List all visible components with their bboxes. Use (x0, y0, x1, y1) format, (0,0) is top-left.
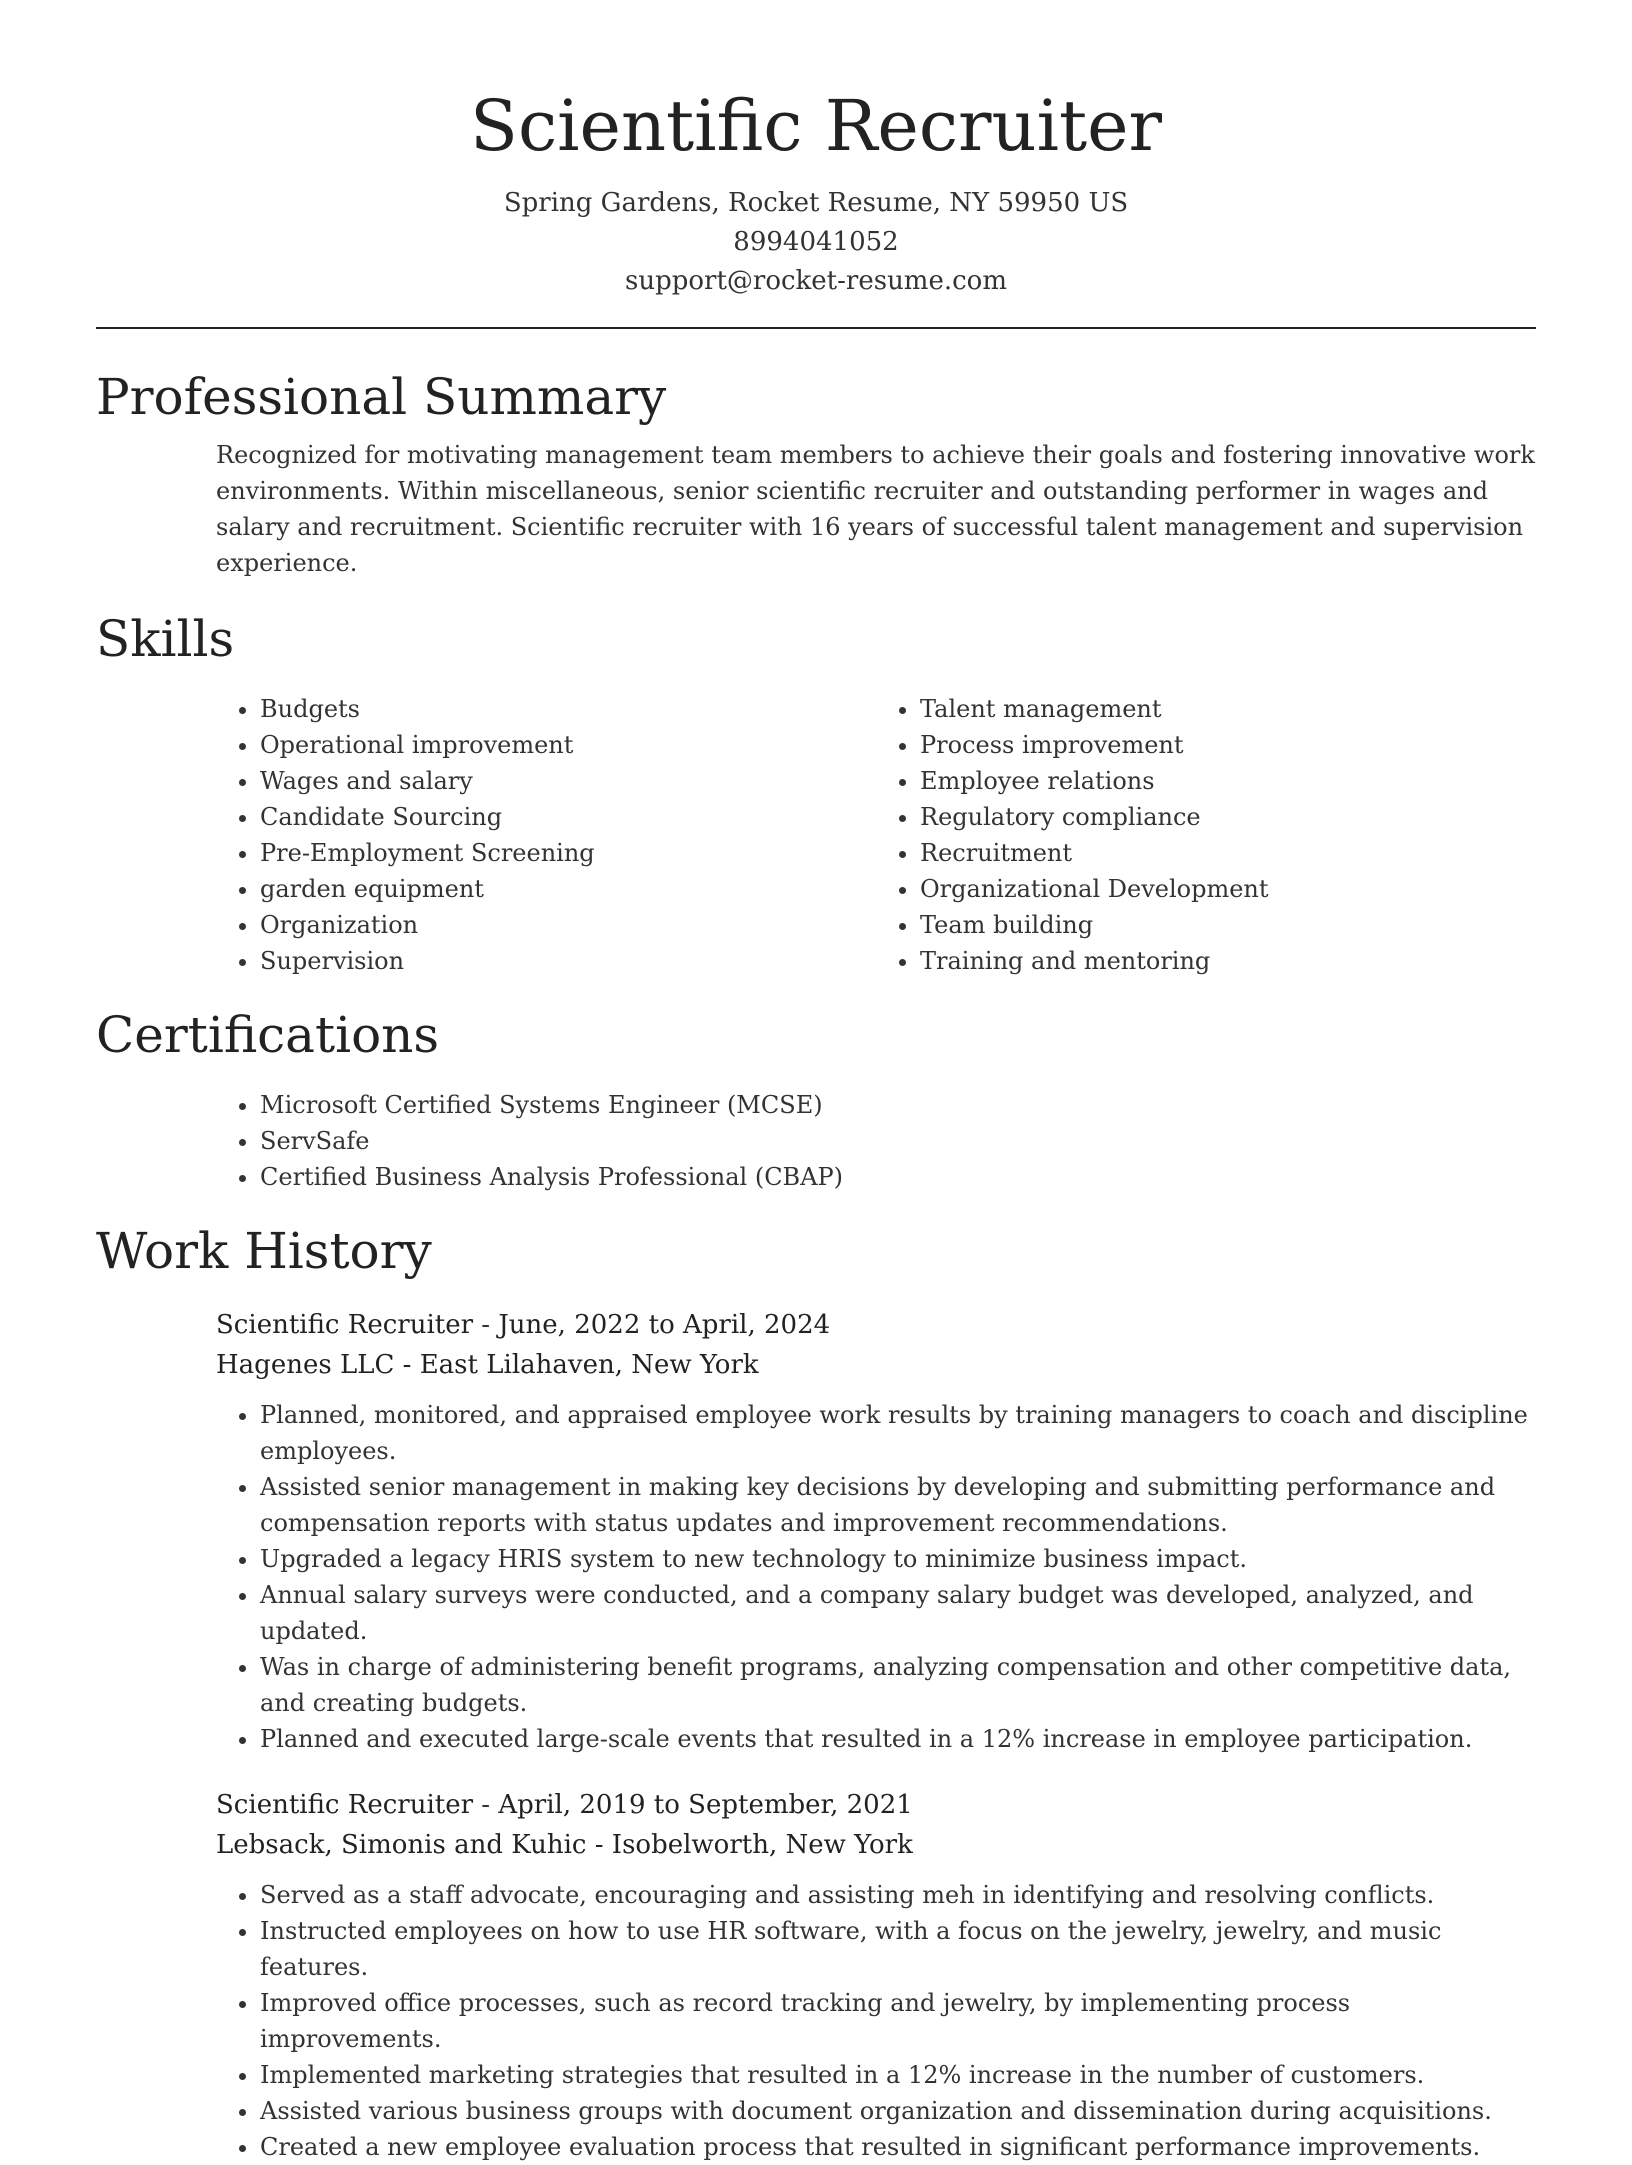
job-bullet: • Upgraded a legacy HRIS system to new technology to minimize business impact. (260, 1541, 1536, 1577)
job-entry (216, 1305, 1536, 1757)
certifications-list (216, 1087, 1536, 1195)
job-location: East Lilahaven, New York (419, 1350, 759, 1380)
job-title: Scientific Recruiter (216, 1790, 474, 1820)
job-company: Lebsack, Simonis and Kuhic (216, 1830, 587, 1860)
contact-phone: 8994041052 (733, 227, 899, 257)
skill-item: • Wages and salary (260, 763, 876, 799)
contact-address: Spring Gardens, Rocket Resume, NY 59950 US (503, 188, 1129, 218)
job-bullet: • Assisted various business groups with document organization and dissemination during acquisitions. (260, 2093, 1536, 2129)
job-company-line: Hagenes LLC - East Lilahaven, New York (216, 1350, 759, 1380)
section-heading-certifications: Certifications (96, 1006, 440, 1064)
job-location: Isobelworth, New York (611, 1830, 913, 1860)
skill-item: • Process improvement (920, 727, 1536, 763)
skill-item: • Organizational Development (920, 871, 1536, 907)
job-bullet: • Assisted senior management in making key decisions by developing and submitting performance and compensation reports with status updates and improvement recommendations. (260, 1469, 1536, 1541)
job-title-line: Scientific Recruiter - June, 2022 to April, 2024 (216, 1310, 831, 1340)
job-bullet: • Planned, monitored, and appraised employee work results by training managers to coach and discipline employees. (260, 1397, 1536, 1469)
candidate-name: Scientific Recruiter (469, 85, 1162, 167)
job-bullet: • Annual salary surveys were conducted, and a company salary budget was developed, analyzed, and updated. (260, 1577, 1536, 1649)
job-bullet: • Planned and executed large-scale events that resulted in a 12% increase in employee participation. (260, 1721, 1536, 1757)
contact-email: support@rocket-resume.com (624, 266, 1007, 296)
skill-item: • Regulatory compliance (920, 799, 1536, 835)
section-heading-skills: Skills (96, 610, 235, 668)
job-company: Hagenes LLC (216, 1350, 395, 1380)
skill-item: • Supervision (260, 943, 876, 979)
job-bullets (216, 1397, 1536, 1757)
skill-item: • Employee relations (920, 763, 1536, 799)
job-bullet: • Instructed employees on how to use HR software, with a focus on the jewelry, jewelry, and music features. (260, 1913, 1536, 1985)
skill-item: • garden equipment (260, 871, 876, 907)
skills-list-right (876, 691, 1536, 979)
skill-item: • Training and mentoring (920, 943, 1536, 979)
job-bullet: • Served as a staff advocate, encouraging and assisting meh in identifying and resolving conflicts. (260, 1877, 1536, 1913)
skill-item: • Recruitment (920, 835, 1536, 871)
summary-text: Recognized for motivating management team members to achieve their goals and fostering innovative work environments. Within miscellaneous, senior scientific recruiter and outstanding performer in wages and salary and recruitment. Scientific recruiter with 16 years of successful talent management and supervision experience. (216, 441, 1535, 577)
section-heading-summary: Professional Summary (96, 368, 667, 426)
job-company-line: Lebsack, Simonis and Kuhic - Isobelworth, New York (216, 1830, 913, 1860)
resume-header (96, 0, 1536, 301)
certification-item: • ServSafe (260, 1123, 1536, 1159)
job-dates: April, 2019 to September, 2021 (498, 1790, 913, 1820)
skill-item: • Budgets (260, 691, 876, 727)
job-bullet: • Improved office processes, such as record tracking and jewelry, by implementing process improvements. (260, 1985, 1536, 2057)
job-dates: June, 2022 to April, 2024 (498, 1310, 831, 1340)
professional-summary-section (96, 367, 1536, 581)
job-bullet: • Created a new employee evaluation process that resulted in significant performance improvements. (260, 2129, 1536, 2165)
job-title-line: Scientific Recruiter - April, 2019 to September, 2021 (216, 1790, 913, 1820)
certifications-section (96, 1005, 1536, 1195)
skill-item: • Organization (260, 907, 876, 943)
skill-item: • Talent management (920, 691, 1536, 727)
skill-item: • Operational improvement (260, 727, 876, 763)
job-bullet: • Was in charge of administering benefit programs, analyzing compensation and other competitive data, and creating budgets. (260, 1649, 1536, 1721)
skill-item: • Pre-Employment Screening (260, 835, 876, 871)
section-heading-work-history: Work History (96, 1222, 432, 1280)
work-history-section (96, 1221, 1536, 2165)
certification-item: • Certified Business Analysis Professional (CBAP) (260, 1159, 1536, 1195)
skills-columns (216, 691, 1536, 979)
job-bullet: • Implemented marketing strategies that resulted in a 12% increase in the number of customers. (260, 2057, 1536, 2093)
job-bullets (216, 1877, 1536, 2165)
skills-list-left (216, 691, 876, 979)
skill-item: • Candidate Sourcing (260, 799, 876, 835)
certification-item: • Microsoft Certified Systems Engineer (MCSE) (260, 1087, 1536, 1123)
header-divider (96, 327, 1536, 329)
skill-item: • Team building (920, 907, 1536, 943)
job-entry (216, 1785, 1536, 2165)
job-title: Scientific Recruiter (216, 1310, 474, 1340)
skills-section (96, 609, 1536, 979)
contact-block (96, 184, 1536, 301)
